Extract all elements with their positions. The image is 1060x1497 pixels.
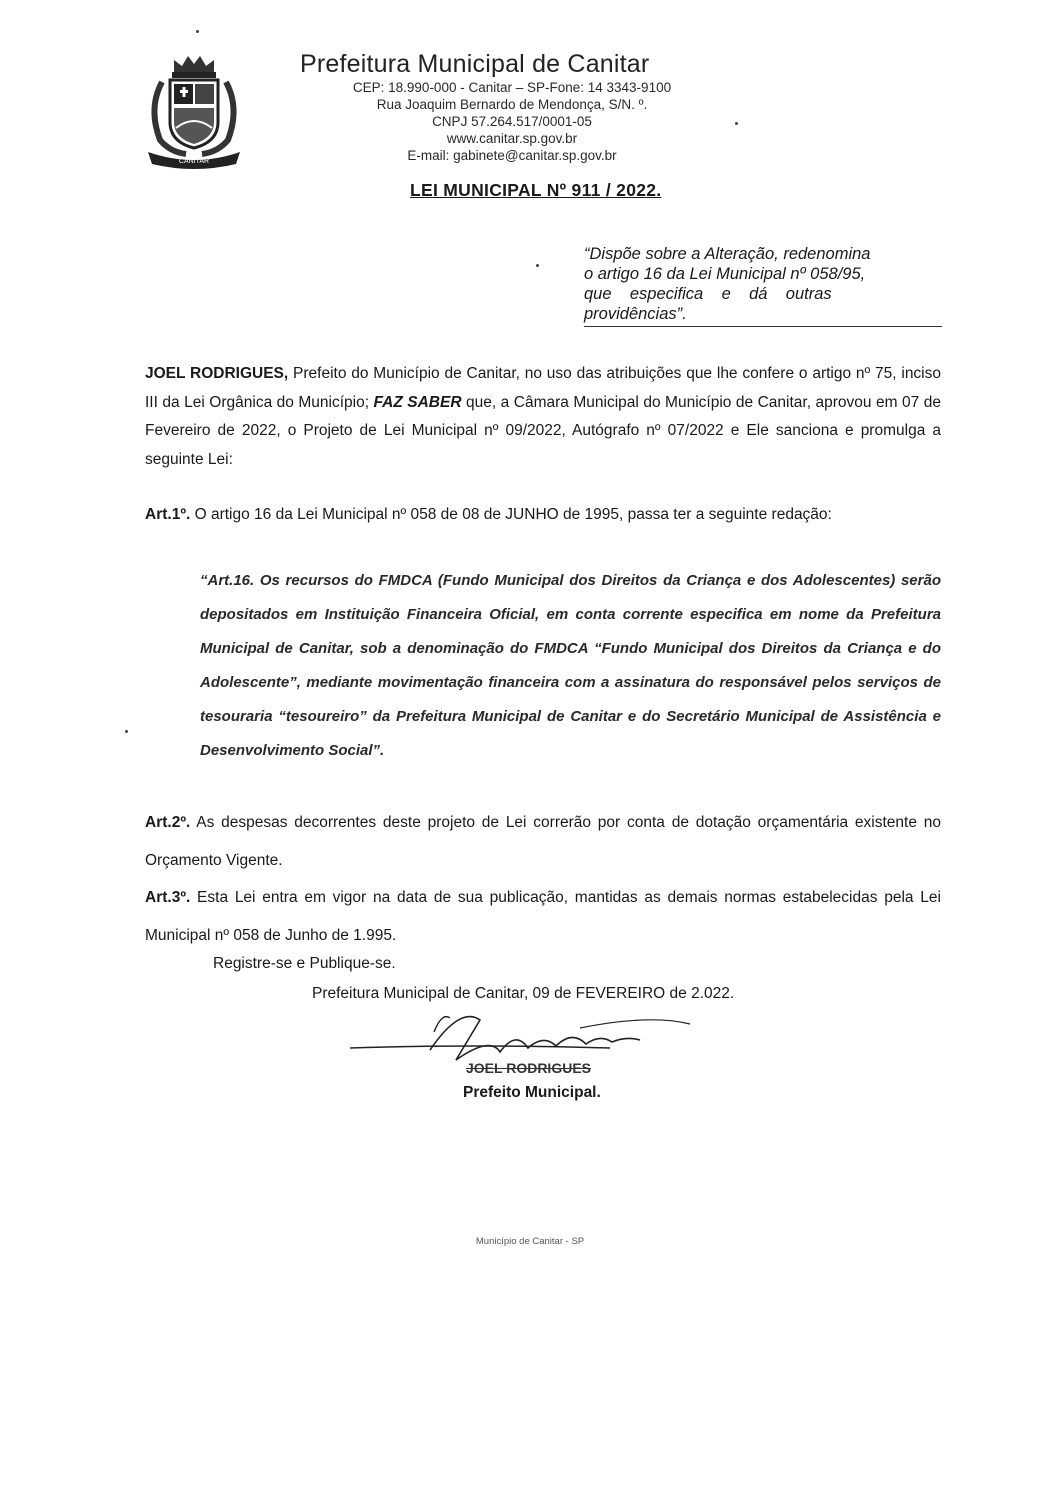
header-cnpj: CNPJ 57.264.517/0001-05	[432, 114, 592, 129]
page-footer: Município de Canitar - SP	[475, 1236, 585, 1247]
scan-mark	[536, 264, 539, 267]
place-date: Prefeitura Municipal de Canitar, 09 de FEVEREIRO de 2.022.	[312, 985, 735, 1002]
ementa-line: que especifica e dá outras	[584, 285, 832, 303]
article-16-quote: “Art.16. Os recursos do FMDCA (Fundo Municipal dos Direitos da Criança e dos Adolescentes) serão depositados em Instituição Financeira Oficial, em conta corrente especifica em nome da Prefeitura Municipal de Canitar, sob a denominação do FMDCA “Fundo Municipal dos Direitos da Criança e do Adolescente”, mediante movimentação financeira com a assinatura do responsável pelos serviços de tesouraria “tesoureiro” da Prefeitura Municipal de Canitar e do Secretário Municipal de Assistência e Desenvolvimento Social”.	[200, 572, 941, 759]
signer-role: Prefeito Municipal.	[463, 1084, 601, 1101]
ementa-line: providências”.	[584, 305, 687, 323]
coat-of-arms-icon	[140, 48, 248, 170]
header-email: E-mail: gabinete@canitar.sp.gov.br	[407, 148, 617, 163]
scan-mark	[196, 30, 199, 33]
article-2-text: As despesas decorrentes deste projeto de Lei correrão por conta de dotação orçamentária existente no Orçamento Vigente.	[145, 814, 941, 869]
law-title: LEI MUNICIPAL Nº 911 / 2022.	[410, 180, 662, 200]
article-2-label: Art.2º.	[145, 814, 191, 831]
article-3-text: Esta Lei entra em vigor na data de sua publicação, mantidas as demais normas estabelecidas pela Lei Municipal nº 058 de Junho de 1.995.	[145, 889, 941, 944]
article-2	[145, 804, 941, 880]
faz-saber: FAZ SABER	[373, 393, 462, 411]
signer-name: JOEL RODRIGUES	[466, 1060, 591, 1076]
article-3-label: Art.3º.	[145, 889, 191, 906]
article-1-text: O artigo 16 da Lei Municipal nº 058 de 08 de JUNHO de 1995, passa ter a seguinte redação:	[190, 506, 832, 523]
article-3	[145, 879, 941, 955]
preamble-text-2: que, a Câmara Municipal do Município de Canitar, aprovou em 07 de Fevereiro de 2022, o Projeto de Lei Municipal nº 09/2022, Autógrafo nº 07/2022 e Ele sanciona e promulga a seguinte Lei:	[145, 393, 941, 468]
ementa	[584, 244, 942, 327]
preamble-text-1: Prefeito do Município de Canitar, no uso das atribuições que lhe confere o artigo nº 75, inciso III da Lei Orgânica do Município;	[145, 365, 942, 411]
ementa-line: o artigo 16 da Lei Municipal nº 058/95,	[584, 265, 866, 283]
register-publish: Registre-se e Publique-se.	[213, 955, 396, 972]
ementa-line: “Dispõe sobre a Alteração, redenomina	[584, 245, 871, 263]
header-website: www.canitar.sp.gov.br	[446, 131, 578, 146]
header-title: Prefeitura Municipal de Canitar	[300, 50, 650, 78]
article-1-label: Art.1º.	[145, 506, 191, 523]
header-cep-phone: CEP: 18.990-000 - Canitar – SP-Fone: 14 3343-9100	[352, 80, 672, 95]
header-address: Rua Joaquim Bernardo de Mendonça, S/N. º.	[376, 97, 648, 112]
article-1	[145, 495, 941, 535]
preamble-paragraph	[145, 360, 941, 474]
scan-mark	[735, 122, 738, 125]
scan-mark	[125, 730, 128, 733]
svg-text:CANITAR: CANITAR	[178, 158, 210, 165]
mayor-name: JOEL RODRIGUES,	[145, 365, 289, 382]
